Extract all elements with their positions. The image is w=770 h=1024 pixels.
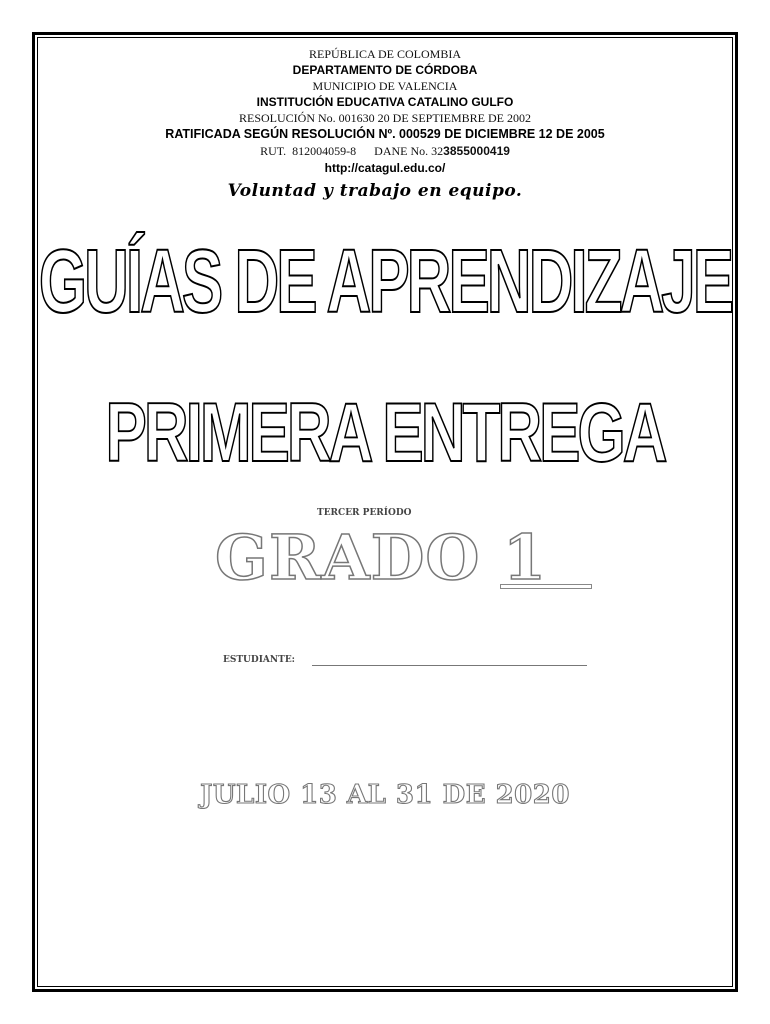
date-range: JULIO 13 AL 31 DE 2020 — [200, 780, 570, 810]
dane-number: 3855000419 — [443, 144, 510, 158]
country-line: REPÚBLICA DE COLOMBIA — [308, 47, 461, 61]
grade-blank-field[interactable] — [500, 584, 592, 589]
motto: Voluntad y trabajo en equipo. — [227, 181, 523, 201]
cover-subtitle: PRIMERA ENTREGA — [105, 386, 665, 480]
student-label: ESTUDIANTE: — [223, 655, 296, 665]
department-line: DEPARTAMENTO DE CÓRDOBA — [292, 63, 478, 77]
website-link[interactable]: http://catagul.edu.co/ — [324, 161, 446, 175]
period-label: TERCER PERÍODO — [317, 508, 412, 518]
resolution-line: RESOLUCIÓN No. 001630 20 DE SEPTIEMBRE DE 2002 — [238, 111, 531, 125]
ratified-line: RATIFICADA SEGÚN RESOLUCIÓN Nº. 000529 DE DICIEMBRE 12 DE 2005 — [165, 127, 605, 141]
grade-title: GRADO 1 — [215, 521, 548, 594]
rut-dane-line — [0, 145, 770, 157]
institution-line: INSTITUCIÓN EDUCATIVA CATALINO GULFO — [256, 95, 514, 109]
municipality-line: MUNICIPIO DE VALENCIA — [312, 79, 458, 93]
student-name-field[interactable] — [312, 665, 587, 666]
rut-dane-prefix: RUT. 812004059-8 DANE No. 32 — [260, 144, 444, 158]
cover-title: GUÍAS DE APRENDIZAJE — [38, 232, 732, 333]
